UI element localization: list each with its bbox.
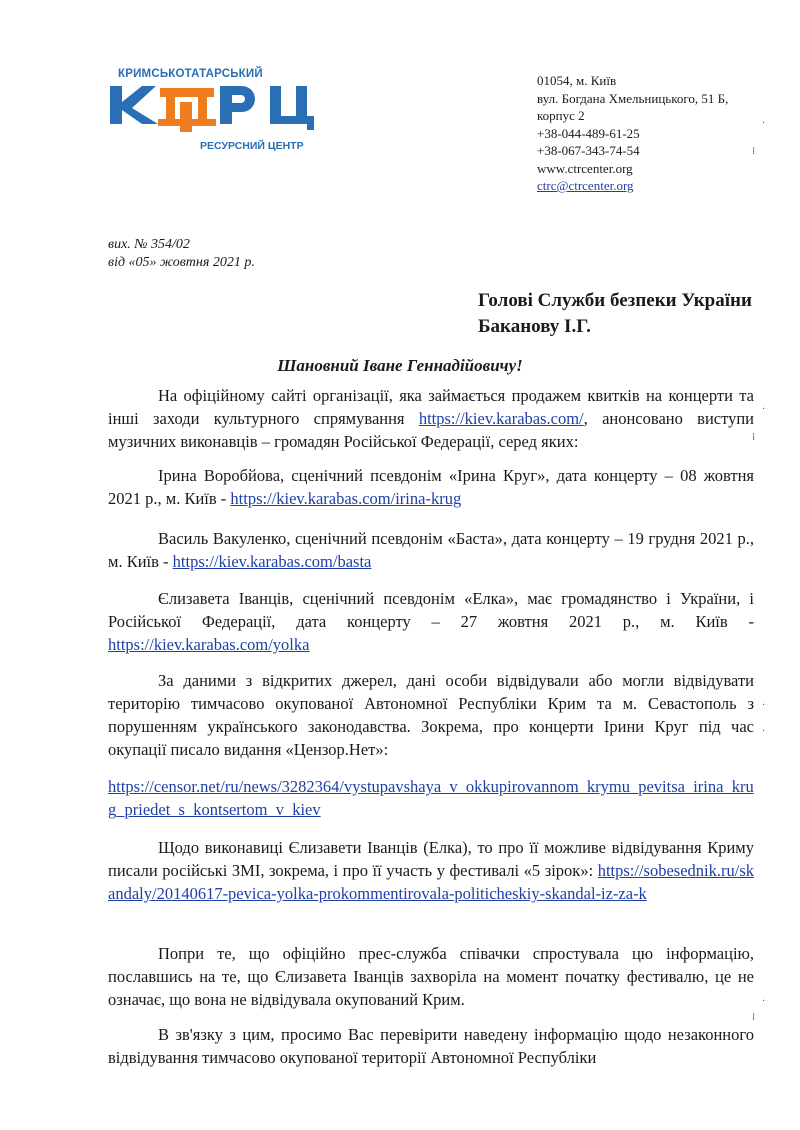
scan-mark: · xyxy=(762,118,766,129)
website: www.ctrcenter.org xyxy=(537,160,633,176)
paragraph-2-text: Ірина Воробйова, сценічний псевдонім «Ірина Круг», дата концерту – 08 жовтня 2021 р., м. Київ - xyxy=(108,466,754,508)
outgoing-reference xyxy=(108,236,255,272)
contact-block xyxy=(537,72,728,195)
scan-mark: ⁞ xyxy=(752,1012,756,1023)
paragraph-1-text-b: , анонсовано виступи музичних виконавців – громадян Російської Федерації, серед яких: xyxy=(108,409,754,451)
salutation: Шановний Іване Геннадійовичу! xyxy=(277,356,523,375)
scan-mark: · xyxy=(762,700,766,711)
paragraph-5 xyxy=(108,669,754,761)
logo-mark xyxy=(108,80,348,140)
karabas-link[interactable]: https://kiev.karabas.com/ xyxy=(418,409,584,428)
reference-number: вих. № 354/02 xyxy=(108,237,190,252)
organization-logo xyxy=(108,68,348,158)
addressee xyxy=(478,288,752,340)
paragraph-4 xyxy=(108,587,754,656)
paragraph-7 xyxy=(108,836,754,905)
addressee-title: Голові Служби безпеки України xyxy=(478,290,752,311)
reference-date: від «05» жовтня 2021 р. xyxy=(108,255,255,270)
logo-bottom-text: РЕСУРСНИЙ ЦЕНТР xyxy=(200,140,304,152)
paragraph-4-text: Єлизавета Іванців, сценічний псевдонім «Елка», має громадянство і України, і Російської Федерації, дата концерту – 27 жовтня 2021 р., м. Київ - xyxy=(108,589,754,631)
scan-mark: ⁞ xyxy=(752,146,756,157)
address-line-3: корпус 2 xyxy=(537,108,585,123)
address-line-2: вул. Богдана Хмельницького, 51 Б, xyxy=(537,90,729,106)
paragraph-3-text: Василь Вакуленко, сценічний псевдонім «Баста», дата концерту – 19 грудня 2021 р., м. Київ - xyxy=(108,529,754,571)
paragraph-1 xyxy=(108,384,754,453)
scan-mark: · xyxy=(762,726,766,737)
censor-link[interactable]: https://censor.net/ru/news/3282364/vystupavshaya_v_okkupirovannom_krymu_pevitsa_irina_krug_priedet_s_kontsertom_v_kiev xyxy=(108,777,754,819)
paragraph-5-text: За даними з відкритих джерел, дані особи відвідували або могли відвідувати територію тимчасово окупованої Автономної Республіки Крим та м. Севастополь з порушенням українського законодавства. Зокрема, про концерти Ірини Круг під час окупації писало видання «Цензор.Нет»: xyxy=(108,671,754,759)
sobesednik-link[interactable]: https://sobesednik.ru/skandaly/20140617-pevica-yolka-prokommentirovala-politicheskiy-skandal-iz-za-k xyxy=(108,861,754,903)
paragraph-9 xyxy=(108,1023,754,1069)
phone-1: +38-044-489-61-25 xyxy=(537,125,640,141)
address-line-1: 01054, м. Київ xyxy=(537,73,617,88)
irina-krug-link[interactable]: https://kiev.karabas.com/irina-krug xyxy=(230,489,462,508)
paragraph-2 xyxy=(108,464,754,510)
paragraph-7-text: Щодо виконавиці Єлизавети Іванців (Елка), то про її можливе відвідування Криму писали російські ЗМІ, зокрема, і про її участь у фестивалі «5 зірок»: xyxy=(108,838,754,880)
paragraph-1-text-a: На офіційному сайті організації, яка займається продажем квитків на концерти та інші заходи культурного спрямування xyxy=(108,386,754,428)
paragraph-9-text: В зв'язку з цим, просимо Вас перевірити наведену інформацію щодо незаконного відвідування тимчасово окупованої території Автономної Республіки xyxy=(108,1025,754,1067)
basta-link[interactable]: https://kiev.karabas.com/basta xyxy=(172,552,372,571)
scan-mark: · xyxy=(762,996,766,1007)
scan-mark: ⁞ xyxy=(752,432,756,443)
email-link[interactable]: ctrc@ctrcenter.org xyxy=(537,178,634,193)
phone-2: +38-067-343-74-54 xyxy=(537,143,640,158)
paragraph-8 xyxy=(108,942,754,1011)
paragraph-3 xyxy=(108,527,754,573)
logo-top-text: КРИМСЬКОТАТАРСЬКИЙ xyxy=(118,68,263,80)
yolka-link[interactable]: https://kiev.karabas.com/yolka xyxy=(108,635,310,654)
paragraph-8-text: Попри те, що офіційно прес-служба співачки спростувала цю інформацію, пославшись на те, що Єлизавета Іванців захворіла на момент початку фестивалю, це не означає, що вона не відвідувала окупований Крим. xyxy=(108,944,754,1009)
addressee-name: Баканову І.Г. xyxy=(478,316,591,337)
paragraph-6 xyxy=(108,775,754,821)
scan-mark: · xyxy=(762,404,766,415)
